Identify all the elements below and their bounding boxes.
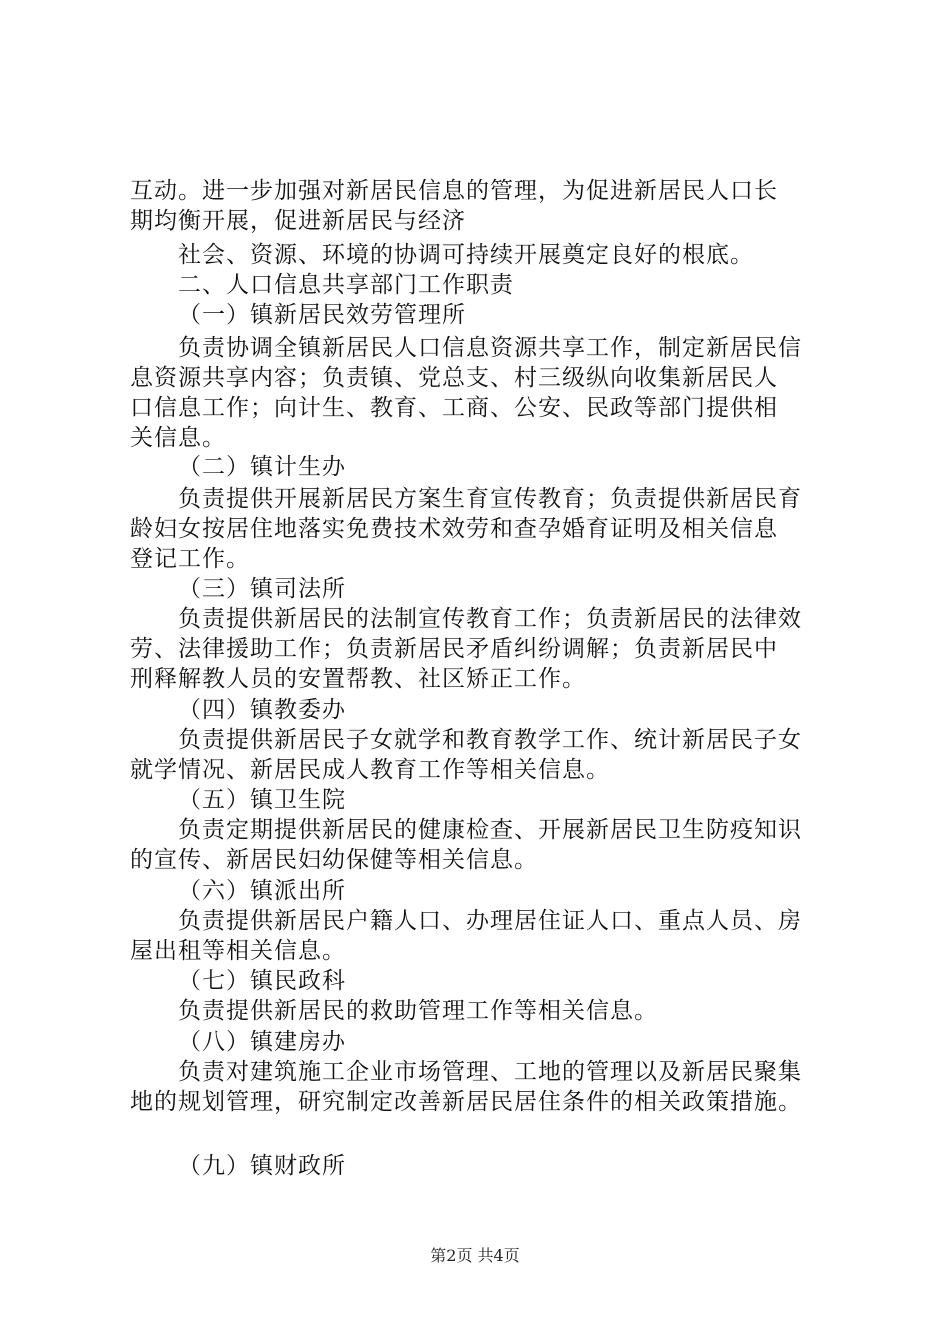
- subsection-heading: （四）镇教委办: [178, 697, 346, 723]
- text-line: 口信息工作；向计生、教育、工商、公安、民政等部门提供相: [130, 395, 778, 421]
- text-line: 负责对建筑施工企业市场管理、工地的管理以及新居民聚集: [178, 1059, 802, 1085]
- text-line: 刑释解教人员的安置帮教、社区矫正工作。: [130, 666, 586, 692]
- subsection-heading: （六）镇派出所: [178, 878, 346, 904]
- subsection-heading: （五）镇卫生院: [178, 787, 346, 813]
- subsection-heading: （一）镇新居民效劳管理所: [178, 302, 466, 328]
- text-line: 负责提供新居民户籍人口、办理居住证人口、重点人员、房: [178, 908, 802, 934]
- text-line: 登记工作。: [130, 546, 250, 572]
- text-line: 社会、资源、环境的协调可持续开展奠定良好的根底。: [178, 242, 754, 268]
- text-line: 负责提供新居民的法制宣传教育工作；负责新居民的法律效: [178, 606, 802, 632]
- text-line: 地的规划管理，研究制定改善新居民居住条件的相关政策措施。: [130, 1089, 802, 1115]
- text-line: 关信息。: [130, 425, 226, 451]
- subsection-heading: （七）镇民政科: [178, 968, 346, 994]
- text-line: 负责定期提供新居民的健康检查、开展新居民卫生防疫知识: [178, 817, 802, 843]
- text-line: 负责提供开展新居民方案生育宣传教育；负责提供新居民育: [178, 486, 802, 512]
- text-line: 劳、法律援助工作；负责新居民矛盾纠纷调解；负责新居民中: [130, 636, 778, 662]
- page-footer: [0, 1246, 950, 1266]
- subsection-heading: （二）镇计生办: [178, 454, 346, 480]
- text-line: 息资源共享内容；负责镇、党总支、村三级纵向收集新居民人: [130, 365, 778, 391]
- text-line: 互动。进一步加强对新居民信息的管理，为促进新居民人口长: [130, 178, 778, 204]
- text-line: 就学情况、新居民成人教育工作等相关信息。: [130, 757, 610, 783]
- text-line: 负责提供新居民的救助管理工作等相关信息。: [178, 998, 658, 1024]
- subsection-heading: （三）镇司法所: [178, 576, 346, 602]
- text-line: 龄妇女按居住地落实免费技术效劳和查孕婚育证明及相关信息: [130, 516, 778, 542]
- page-number: 第2页 共4页: [430, 1246, 520, 1265]
- subsection-heading: （八）镇建房办: [178, 1029, 346, 1055]
- text-line: 负责协调全镇新居民人口信息资源共享工作，制定新居民信: [178, 335, 802, 361]
- text-line: 的宣传、新居民妇幼保健等相关信息。: [130, 847, 538, 873]
- text-line: 负责提供新居民子女就学和教育教学工作、统计新居民子女: [178, 727, 802, 753]
- section-heading: 二、人口信息共享部门工作职责: [178, 272, 514, 298]
- text-line: 屋出租等相关信息。: [130, 938, 346, 964]
- text-line: 期均衡开展，促进新居民与经济: [130, 208, 466, 234]
- subsection-heading: （九）镇财政所: [178, 1153, 346, 1179]
